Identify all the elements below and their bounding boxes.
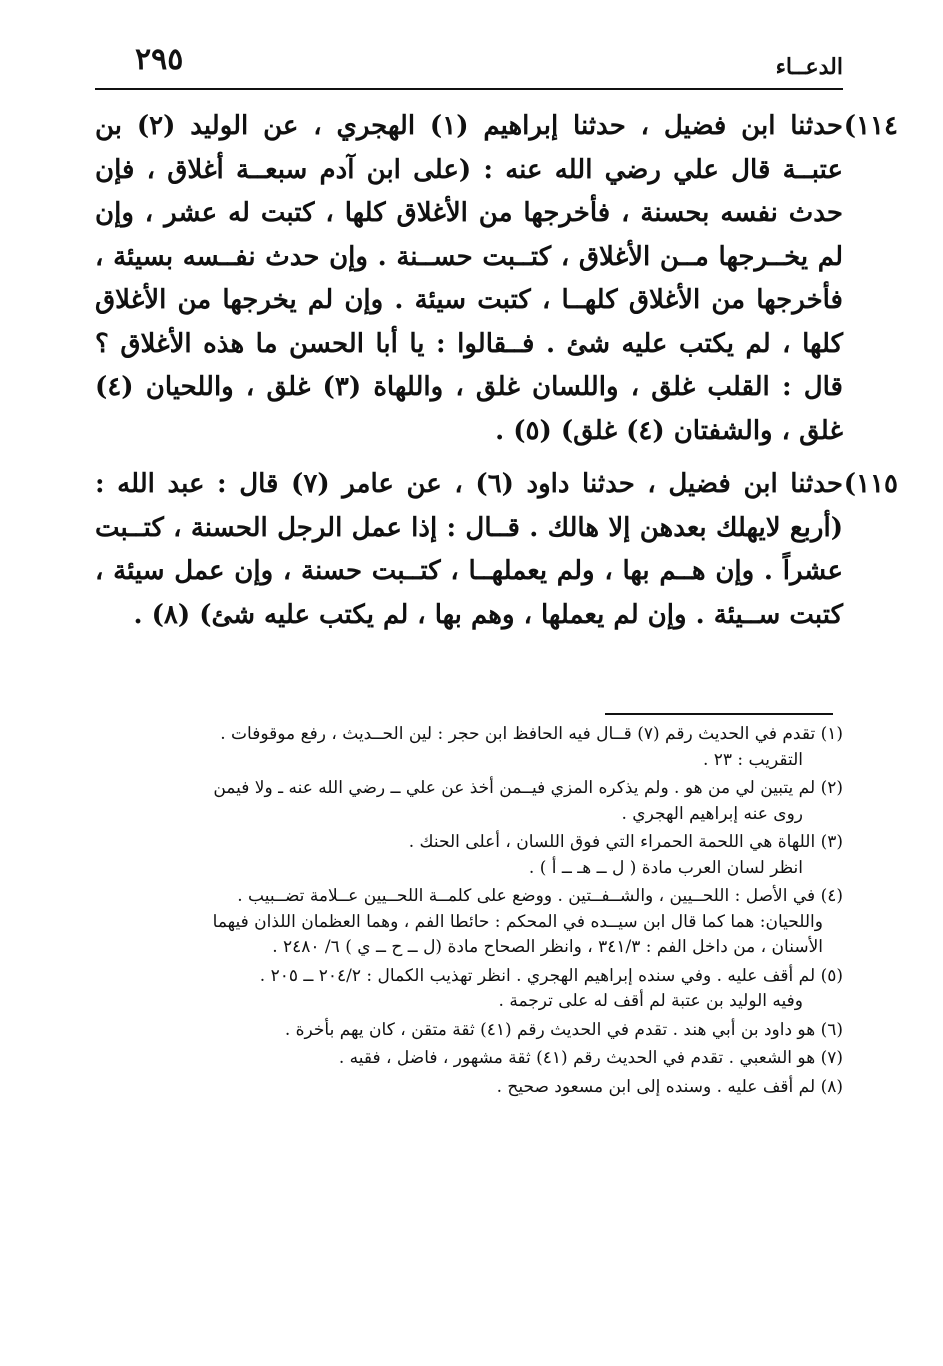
footnote-divider bbox=[605, 713, 833, 715]
footnote-6 bbox=[95, 1018, 843, 1044]
hadith-115 bbox=[95, 463, 898, 637]
footnote-8 bbox=[95, 1075, 843, 1101]
footnote-7 bbox=[95, 1046, 843, 1072]
footnote-1 bbox=[95, 722, 843, 773]
footnote-line: (٤) في الأصل : اللحــيين ، والشــفــتين . ووضع على كلمــة اللحــيين عــلامة تضــبيب . bbox=[237, 886, 843, 906]
footnote-line: (٦) هو داود بن أبي هند . تقدم في الحديث رقم (٤١) ثقة متقن ، كان يهم بأخرة . bbox=[284, 1019, 843, 1040]
footnote-line: (٣) اللهاة هي اللحمة الحمراء التي فوق اللسان ، أعلى الحنك . bbox=[408, 832, 843, 852]
footnote-line: واللحيان: هما كما قال ابن سيــده في المحكم : حائطا الفم ، وهما العظمان اللذان فيهما bbox=[212, 911, 823, 932]
hadith-text: حدثنا ابن فضيل ، حدثنا إبراهيم (١) الهجري ، عن الوليد (٢) بن عتبــة قال علي رضي الله عنه : (على ابن آدم سبعــة أغلاق ، فإن حدث نفسه بحسنة ، فأخرجها من الأغلاق كلها ، كتبت له عشر ، وإن لم يخــرجها مــن الأغلاق ، كتــبت حســنة . وإن حدث نفــسه بسيئة ، فأخرجها من الأغلاق كلهــا ، كتبت سيئة . وإن لم يخرجها من الأغلاق كلها ، لم يكتب عليه شئ . فــقالوا : يا أبا الحسن ما هذه الأغلاق ؟ قال : القلب غلق ، واللسان غلق ، واللهاة (٣) غلق ، واللحيان (٤) غلق ، والشفتان (٤) غلق) (٥) . bbox=[95, 111, 843, 446]
footnote-3 bbox=[95, 830, 843, 881]
footnote-line: (١) تقدم في الحديث رقم (٧) قــال فيه الحافظ ابن حجر : لين الحــديث ، رفع موقوفات . bbox=[220, 724, 843, 744]
footnote-line: التقريب : ٢٣ . bbox=[702, 749, 803, 770]
footnote-line: الأسنان ، من داخل الفم : ٣٤١/٣ ، وانظر الصحاح مادة (ل ــ ح ــ ي ) ٦/ ٢٤٨٠ . bbox=[272, 937, 823, 957]
footnote-2 bbox=[95, 776, 843, 827]
footnote-5 bbox=[95, 964, 843, 1015]
footnote-line: (٧) هو الشعبي . تقدم في الحديث رقم (٤١) ثقة مشهور ، فاضل ، فقيه . bbox=[338, 1048, 843, 1068]
hadith-number: ١١٥) bbox=[843, 469, 898, 499]
hadith-text: حدثنا ابن فضيل ، حدثنا داود (٦) ، عن عامر (٧) قال : عبد الله : (أربع لايهلك بعدهن إلا هالك . قــال : إذا عمل الرجل الحسنة ، كتــبت عشراً . وإن هــم بها ، ولم يعملهــا ، كتــبت حسنة ، وإن عمل سيئة ، كتبت ســيئة . وإن لم يعملها ، وهم بها ، لم يكتب عليه شئ) (٨) . bbox=[95, 469, 844, 630]
page-number: ٢٩٥ bbox=[135, 42, 184, 77]
hadith-114 bbox=[95, 105, 898, 453]
footnote-line: روى عنه إبراهيم الهجري . bbox=[621, 803, 803, 824]
footnote-line: انظر لسان العرب مادة ( ل ــ هـ ــ أ ) . bbox=[528, 857, 803, 878]
footnote-line: (٥) لم أقف عليه . وفي سنده إبراهيم الهجري . انظر تهذيب الكمال : ٢٠٤/٢ ــ ٢٠٥ . bbox=[259, 965, 843, 986]
footnote-line: وفيه الوليد بن عتبة لم أقف له على ترجمة . bbox=[498, 991, 803, 1011]
footnote-line: (٢) لم يتبين لي من هو . ولم يذكره المزي فيــمن أخذ عن علي ــ رضي الله عنه ـ ولا فيمن bbox=[213, 778, 843, 798]
footnotes bbox=[95, 722, 843, 1100]
footnote-4 bbox=[95, 884, 843, 961]
footnote-line: (٨) لم أقف عليه . وسنده إلى ابن مسعود صحيح . bbox=[496, 1076, 843, 1097]
page-header bbox=[95, 38, 843, 90]
running-title: الدعــاء bbox=[775, 54, 843, 80]
hadith-number: ١١٤) bbox=[843, 111, 898, 141]
main-text bbox=[95, 105, 898, 637]
